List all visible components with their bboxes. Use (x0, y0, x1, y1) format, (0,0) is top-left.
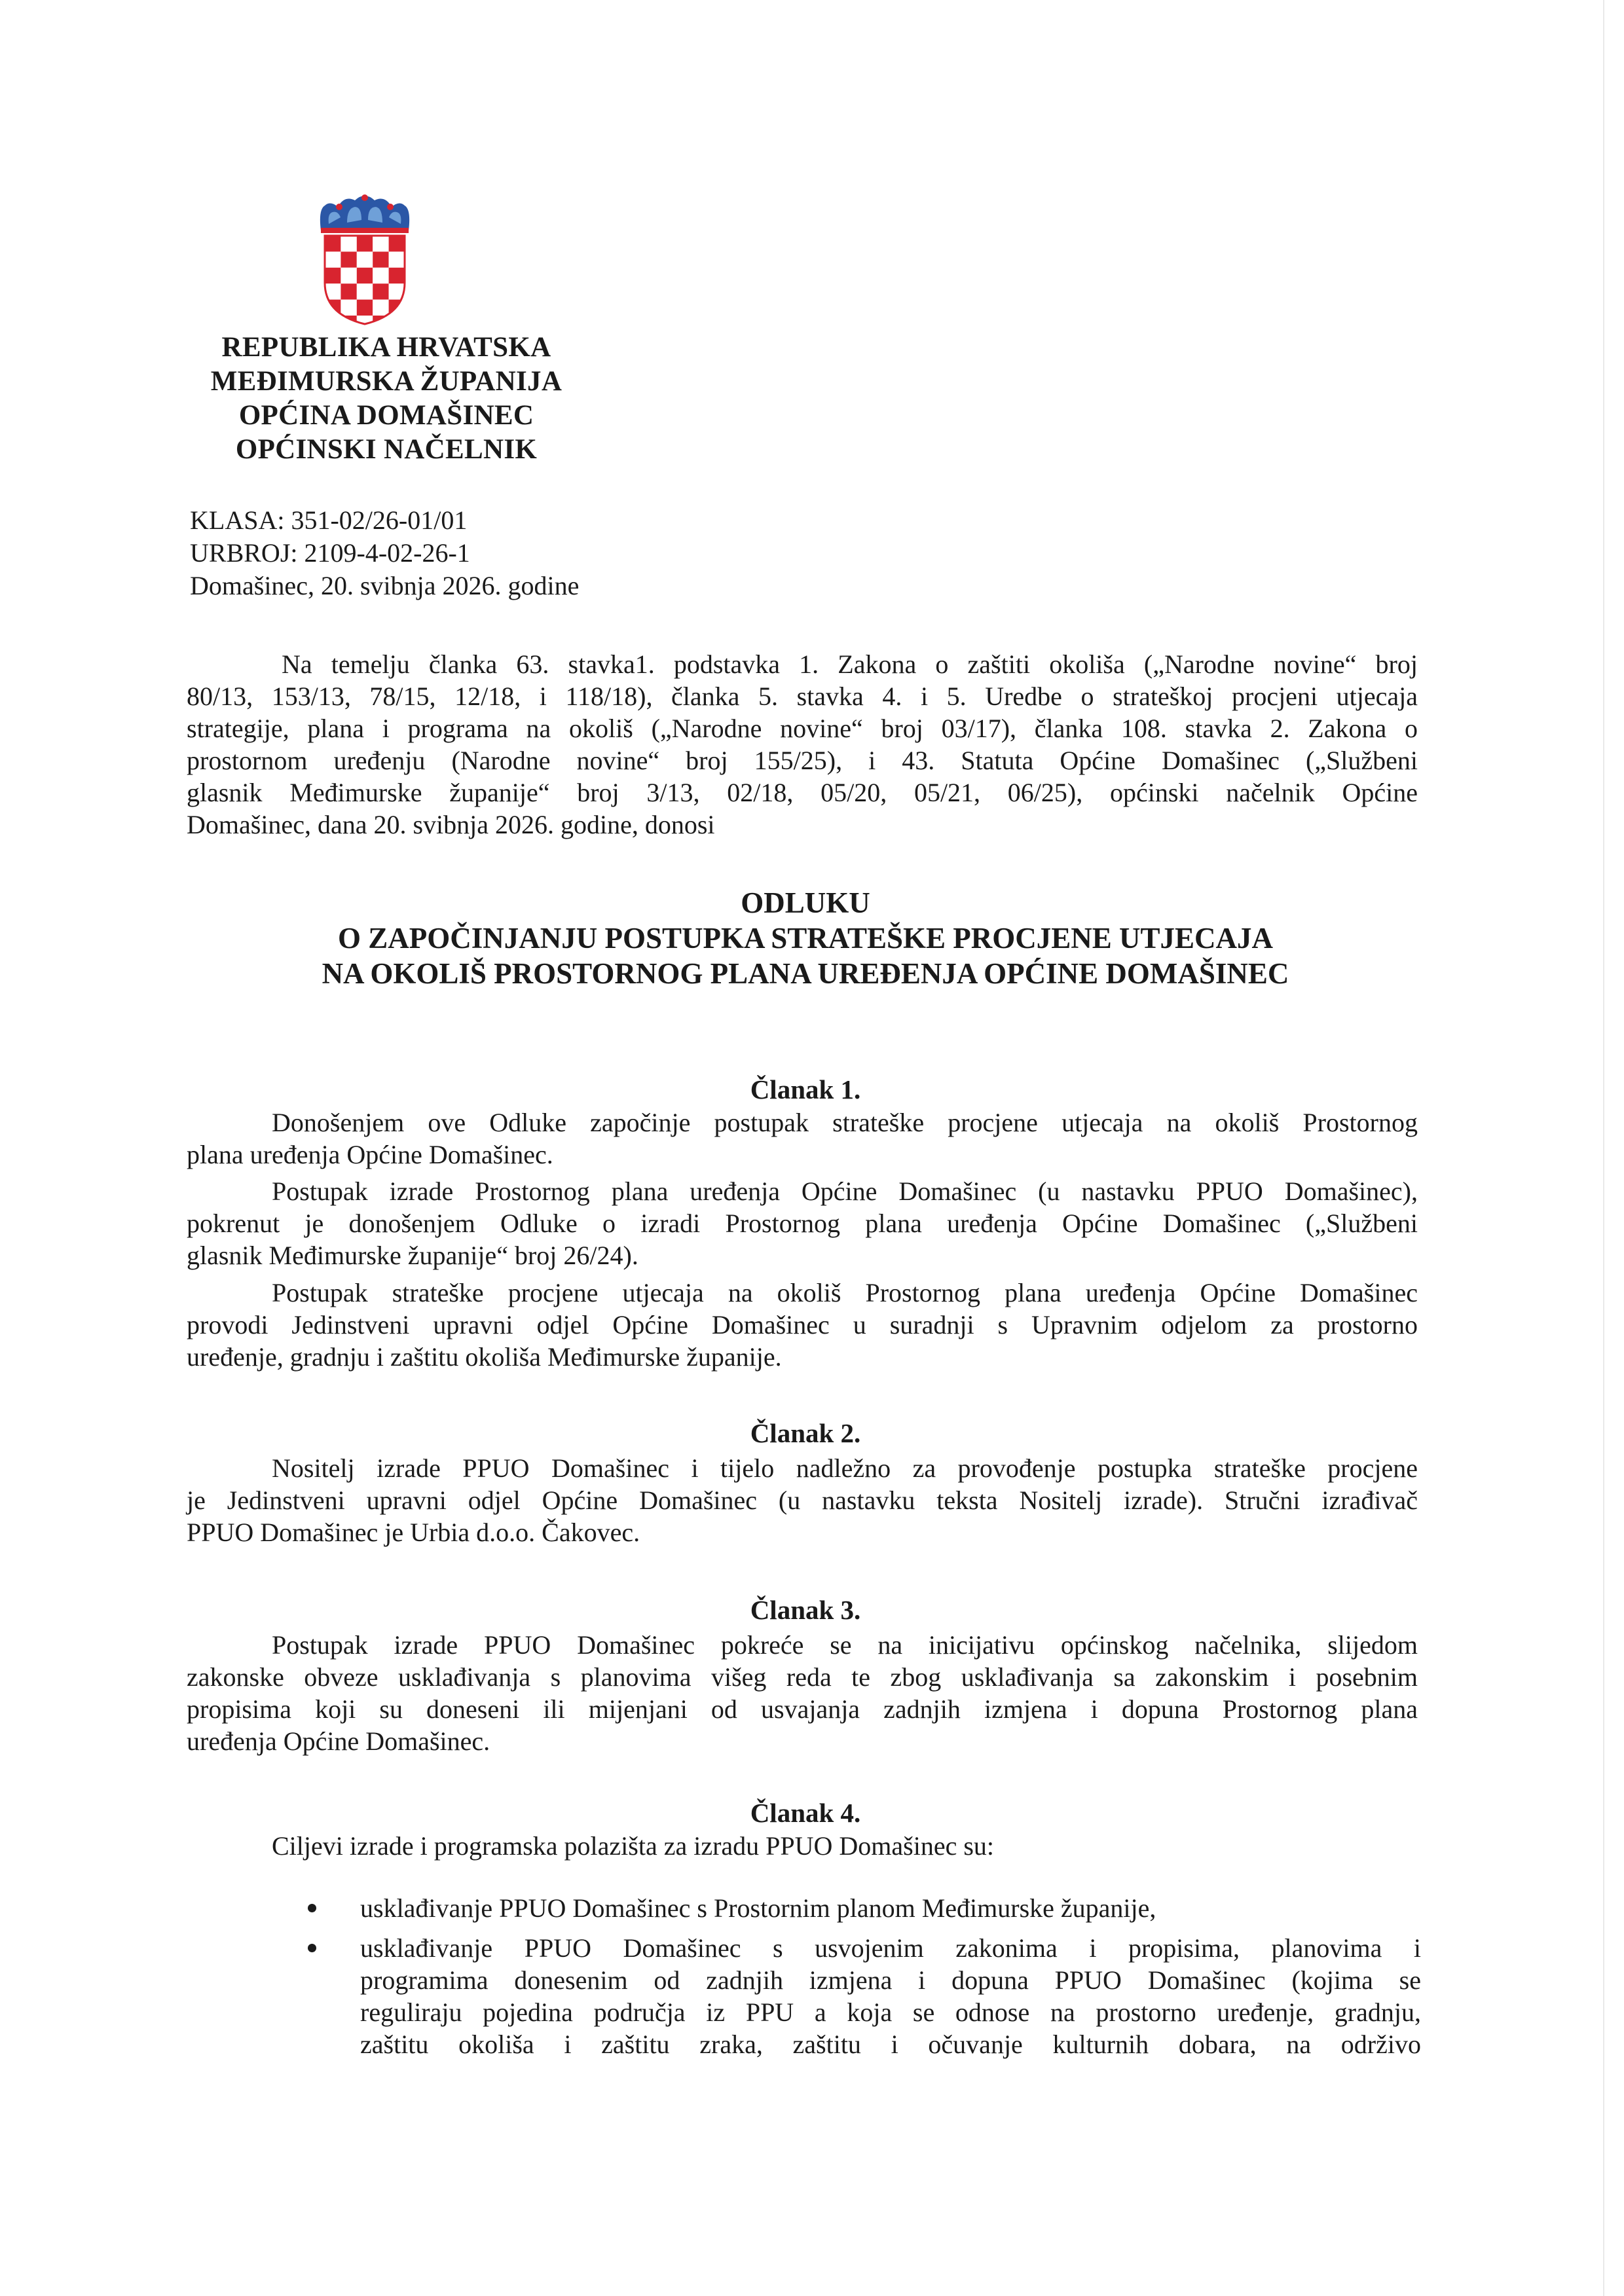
bullet-text (360, 1892, 1421, 1924)
text-line: 80/13, 153/13, 78/15, 12/18, i 118/18), članka 5. stavka 4. i 5. Uredbe o strateškoj procjeni utjecaja (187, 682, 1418, 711)
text-line: strategije, plana i programa na okoliš („Narodne novine“ broj 03/17), članka 108. stavka 2. Zakona o (187, 714, 1418, 743)
text-line: Na temelju članka 63. stavka1. podstavka 1. Zakona o zaštiti okoliša („Narodne novine“ broj (282, 649, 1418, 679)
scan-edge-line (1603, 0, 1604, 2296)
text-line: reguliraju pojedina područja iz PPU a koja se odnose na prostorno uređenje, gradnju, (360, 1997, 1421, 2027)
text-line: zaštitu okoliša i zaštitu zraka, zaštitu i očuvanje kulturnih dobara, na održivo (360, 2030, 1421, 2059)
article-paragraph (187, 1830, 1418, 1862)
text-line: programima donesenim od zadnjih izmjena i dopuna PPUO Domašinec (kojima se (360, 1965, 1421, 1995)
text-line: glasnik Međimurske županije“ broj 26/24). (187, 1241, 638, 1270)
text-line: Postupak strateške procjene utjecaja na okoliš Prostornog plana uređenja Općine Domašinec (272, 1278, 1418, 1307)
article-paragraph (187, 1629, 1418, 1757)
text-line: propisima koji su doneseni ili mijenjani od usvajanja zadnjih izmjena i dopuna Prostornog plana (187, 1694, 1418, 1724)
text-line: PPUO Domašinec je Urbia d.o.o. Čakovec. (187, 1518, 640, 1547)
text-line: zakonske obveze usklađivanja s planovima višeg reda te zbog usklađivanja sa zakonskim i posebnim (187, 1662, 1418, 1692)
header-mayor: OPĆINSKI NAČELNIK (235, 434, 538, 465)
legal-basis-paragraph (187, 648, 1418, 841)
bullet-text (360, 1932, 1421, 2060)
text-line: Domašinec, dana 20. svibnja 2026. godine, donosi (187, 810, 715, 839)
text-line: plana uređenja Općine Domašinec. (187, 1140, 553, 1169)
decision-title-line1: ODLUKU (741, 886, 870, 919)
issuer-header (164, 331, 609, 467)
urbroj-line: URBROJ: 2109-4-02-26-1 (190, 538, 470, 568)
article-heading: Članak 2. (750, 1418, 861, 1448)
article-paragraph (187, 1106, 1418, 1171)
document-reference (190, 504, 579, 602)
bullet-dot-icon (308, 1904, 316, 1912)
article-paragraph (187, 1452, 1418, 1548)
text-line: je Jedinstveni upravni odjel Općine Domašinec (u nastavku teksta Nositelj izrade). Stručni izrađivač (187, 1485, 1418, 1515)
text-line: Postupak izrade PPUO Domašinec pokreće se na inicijativu općinskog načelnika, slijedom (272, 1630, 1418, 1660)
text-line: Ciljevi izrade i programska polazišta za izradu PPUO Domašinec su: (272, 1831, 995, 1861)
decision-title-line3: NA OKOLIŠ PROSTORNOG PLANA UREĐENJA OPĆINE DOMAŠINEC (322, 957, 1289, 990)
article-heading: Članak 4. (750, 1798, 861, 1828)
text-line: uređenja Općine Domašinec. (187, 1726, 490, 1756)
article-paragraph (187, 1277, 1418, 1373)
place-date-line: Domašinec, 20. svibnja 2026. godine (190, 571, 580, 600)
text-line: Nositelj izrade PPUO Domašinec i tijelo nadležno za provođenje postupka strateške procjene (272, 1453, 1418, 1483)
crown-icon (320, 194, 409, 233)
text-line: usklađivanje PPUO Domašinec s usvojenim zakonima i propisima, planovima i (360, 1933, 1421, 1963)
text-line: glasnik Međimurske županije“ broj 3/13, 02/18, 05/20, 05/21, 06/25), općinski načelnik Općine (187, 778, 1418, 807)
bullet-item (308, 1892, 1421, 1924)
bullet-dot-icon (308, 1944, 316, 1952)
header-municipality: OPĆINA DOMAŠINEC (238, 400, 534, 431)
checkerboard-shield-icon (325, 236, 405, 325)
article-paragraph (187, 1175, 1418, 1271)
text-line: uređenje, gradnju i zaštitu okoliša Međimurske županije. (187, 1342, 782, 1372)
text-line: Donošenjem ove Odluke započinje postupak strateške procjene utjecaja na okoliš Prostornog (272, 1108, 1418, 1137)
klasa-line: KLASA: 351-02/26-01/01 (190, 505, 468, 535)
decision-title-line2: O ZAPOČINJANJU POSTUPKA STRATEŠKE PROCJENE UTJECAJA (337, 922, 1274, 955)
decision-title (190, 885, 1421, 991)
article-heading: Članak 1. (750, 1074, 861, 1104)
goals-bullet-list (308, 1892, 1421, 2068)
croatian-coat-of-arms-icon (316, 191, 414, 325)
header-republic: REPUBLIKA HRVATSKA (221, 332, 551, 363)
text-line: prostornom uređenju (Narodne novine“ broj 155/25), i 43. Statuta Općine Domašinec („Službeni (187, 746, 1418, 775)
text-line: pokrenut je donošenjem Odluke o izradi Prostornog plana uređenja Općine Domašinec („Službeni (187, 1209, 1418, 1238)
header-county: MEĐIMURSKA ŽUPANIJA (210, 366, 563, 397)
text-line: usklađivanje PPUO Domašinec s Prostornim planom Međimurske županije, (360, 1893, 1156, 1923)
text-line: Postupak izrade Prostornog plana uređenja Općine Domašinec (u nastavku PPUO Domašinec), (272, 1176, 1418, 1206)
bullet-item (308, 1932, 1421, 2060)
text-line: provodi Jedinstveni upravni odjel Općine Domašinec u suradnji s Upravnim odjelom za prostorno (187, 1310, 1418, 1339)
article-heading: Članak 3. (750, 1595, 861, 1625)
